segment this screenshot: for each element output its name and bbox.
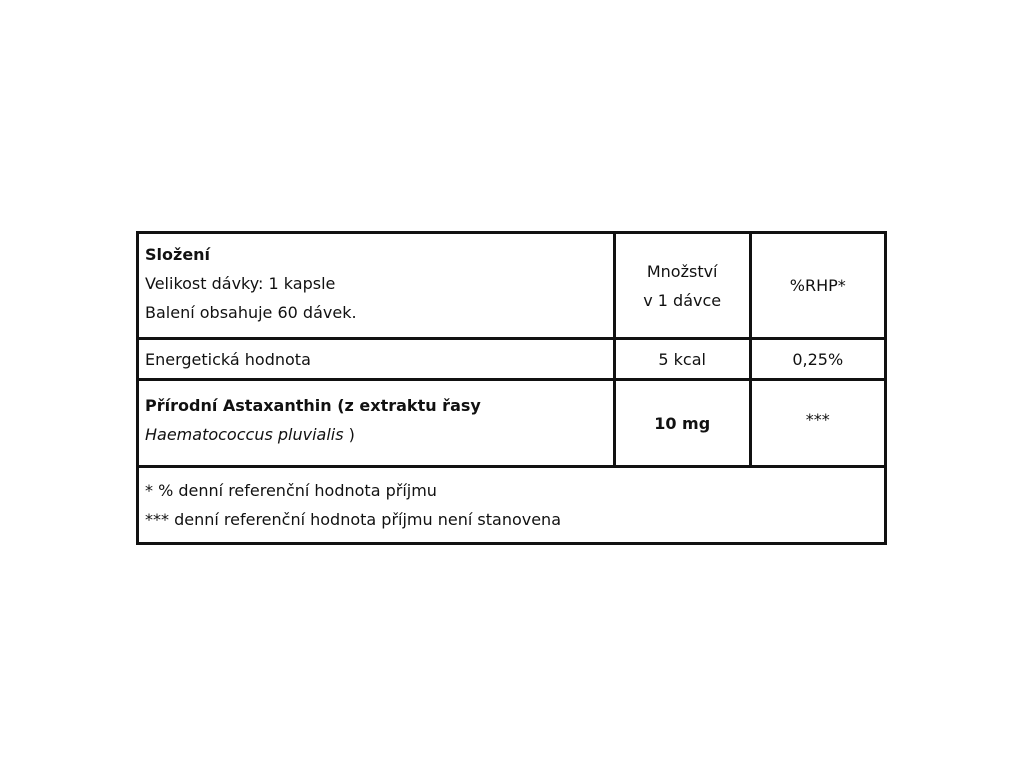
energy-label: Energetická hodnota	[145, 349, 311, 369]
row-amount-cell	[614, 339, 750, 380]
row-rhp-cell	[750, 339, 885, 380]
table-title: Složení	[145, 245, 211, 264]
astaxanthin-label: Přírodní Astaxanthin (z extraktu řasy	[145, 396, 481, 415]
row-rhp-cell	[750, 380, 885, 467]
footnote-not-established: *** denní referenční hodnota příjmu není stanovena	[145, 510, 561, 529]
rhp-header-label: %RHP*	[789, 276, 846, 295]
footnote-rhp: * % denní referenční hodnota příjmu	[145, 481, 437, 500]
row-name-cell	[138, 339, 615, 380]
astaxanthin-amount: 10 mg	[654, 413, 711, 433]
amount-header-line1: Množství	[646, 261, 718, 281]
table-header-row	[138, 233, 886, 339]
composition-table	[136, 231, 887, 545]
amount-header-line2: v 1 dávce	[643, 290, 722, 310]
row-amount-cell	[614, 380, 750, 467]
energy-rhp: 0,25%	[792, 349, 844, 369]
table-row	[138, 380, 886, 467]
energy-amount: 5 kcal	[658, 349, 706, 369]
rhp-header-cell	[750, 233, 885, 339]
algae-species-name: Haematococcus pluvialis	[145, 425, 344, 444]
footnotes-cell	[138, 467, 886, 544]
footnotes-row	[138, 467, 886, 544]
header-info-cell	[138, 233, 615, 339]
serving-size-text: Velikost dávky: 1 kapsle	[145, 274, 336, 293]
amount-header-cell	[614, 233, 750, 339]
astaxanthin-rhp: ***	[805, 409, 830, 429]
package-text: Balení obsahuje 60 dávek.	[145, 303, 357, 322]
algae-closing-paren: )	[343, 425, 355, 444]
table-row	[138, 339, 886, 380]
row-name-cell	[138, 380, 615, 467]
